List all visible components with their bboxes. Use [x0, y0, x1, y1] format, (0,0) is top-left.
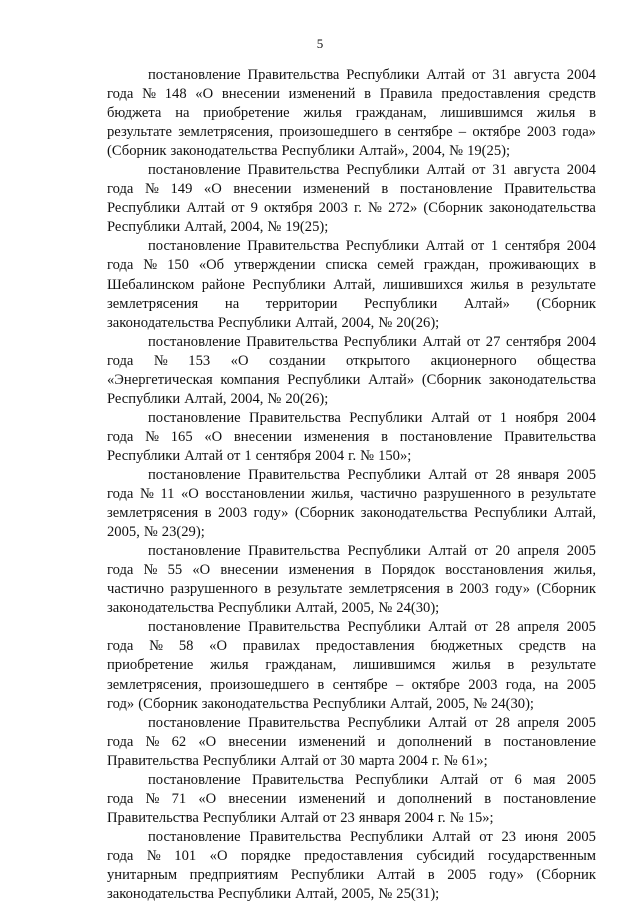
- document-body: [107, 66, 596, 904]
- paragraph: [107, 237, 596, 332]
- text-line: землетрясения, произошедшего в сентябре – октябре 2003 года, на 2005: [107, 676, 596, 693]
- text-line: землетрясения в 2003 году» (Сборник законодательства Республики Алтай,: [107, 505, 596, 522]
- paragraph: [107, 333, 596, 409]
- text-line: приобретение жилья гражданам, лишившимся жилья в результате: [107, 657, 596, 674]
- paragraph: [107, 771, 596, 828]
- text-line: Шебалинском районе Республики Алтай, лишившихся жилья в результате: [107, 276, 596, 293]
- text-line: Республики Алтай от 1 сентября 2004 г. № 150»;: [107, 447, 412, 464]
- text-line: года № 58 «О правилах предоставления бюджетных средств на: [107, 638, 596, 655]
- text-line: года № 149 «О внесении изменений в постановление Правительства: [107, 181, 596, 198]
- text-line: Правительства Республики Алтай от 23 января 2004 г. № 15»;: [107, 809, 494, 826]
- text-line: Республики Алтай, 2004, № 20(26);: [107, 390, 329, 407]
- text-line: постановление Правительства Республики Алтай от 1 ноября 2004: [148, 409, 596, 426]
- text-line: постановление Правительства Республики Алтай от 28 апреля 2005: [148, 619, 596, 636]
- text-line: постановление Правительства Республики Алтай от 23 июня 2005: [148, 828, 596, 845]
- text-line: законодательства Республики Алтай, 2005, № 24(30);: [107, 600, 440, 617]
- text-line: законодательства Республики Алтай, 2004, № 20(26);: [107, 314, 440, 331]
- text-line: Республики Алтай от 9 октября 2003 г. № 272» (Сборник законодательства: [107, 200, 596, 217]
- text-line: год» (Сборник законодательства Республики Алтай, 2005, № 24(30);: [107, 695, 534, 712]
- text-line: постановление Правительства Республики Алтай от 31 августа 2004: [148, 67, 596, 83]
- text-line: года № 150 «Об утверждении списка семей граждан, проживающих в: [107, 257, 596, 274]
- text-line: постановление Правительства Республики Алтай от 20 апреля 2005: [148, 543, 596, 560]
- paragraph: [107, 66, 596, 161]
- text-line: Правительства Республики Алтай от 30 марта 2004 г. № 61»;: [107, 752, 488, 769]
- paragraph: [107, 466, 596, 542]
- text-line: Республики Алтай, 2004, № 19(25);: [107, 219, 329, 236]
- paragraph: [107, 828, 596, 904]
- text-line: постановление Правительства Республики Алтай от 27 сентября 2004: [148, 333, 596, 350]
- text-line: года № 11 «О восстановлении жилья, частично разрушенного в результате: [107, 486, 596, 503]
- text-line: года № 101 «О порядке предоставления субсидий государственным: [107, 847, 596, 864]
- text-line: постановление Правительства Республики Алтай от 28 апреля 2005: [148, 714, 596, 731]
- text-line: «Энергетическая компания Республики Алтай» (Сборник законодательства: [107, 371, 596, 388]
- paragraph: [107, 409, 596, 466]
- paragraph: [107, 542, 596, 618]
- text-line: результате землетрясения, произошедшего в сентябре – октябре 2003 года»: [107, 124, 596, 141]
- text-line: бюджета на приобретение жилья гражданам, лишившимся жилья в: [107, 105, 596, 122]
- text-line: постановление Правительства Республики Алтай от 6 мая 2005: [148, 771, 596, 788]
- text-line: (Сборник законодательства Республики Алтай», 2004, № 19(25);: [107, 143, 511, 160]
- text-line: года № 165 «О внесении изменения в постановление Правительства: [107, 428, 596, 445]
- text-line: года № 153 «О создании открытого акционерного общества: [107, 352, 596, 369]
- text-line: года № 71 «О внесении изменений и дополнений в постановление: [107, 790, 596, 807]
- text-line: землетрясения на территории Республики Алтай» (Сборник: [107, 295, 596, 312]
- text-line: года № 55 «О внесении изменения в Порядок восстановления жилья,: [107, 562, 596, 579]
- text-line: года № 148 «О внесении изменений в Правила предоставления средств: [107, 86, 596, 103]
- paragraph: [107, 618, 596, 713]
- paragraph: [107, 161, 596, 237]
- text-line: постановление Правительства Республики Алтай от 31 августа 2004: [148, 162, 596, 179]
- text-line: частично разрушенного в результате землетрясения в 2003 году» (Сборник: [107, 581, 596, 598]
- text-line: постановление Правительства Республики Алтай от 28 января 2005: [148, 466, 596, 483]
- page-number: 5: [316, 36, 324, 51]
- text-line: законодательства Республики Алтай, 2005, № 25(31);: [107, 886, 440, 903]
- paragraph: [107, 714, 596, 771]
- text-line: года № 62 «О внесении изменений и дополнений в постановление: [107, 733, 596, 750]
- text-line: 2005, № 23(29);: [107, 524, 205, 541]
- text-line: унитарным предприятиям Республики Алтай в 2005 году» (Сборник: [107, 866, 596, 883]
- text-line: постановление Правительства Республики Алтай от 1 сентября 2004: [148, 238, 596, 255]
